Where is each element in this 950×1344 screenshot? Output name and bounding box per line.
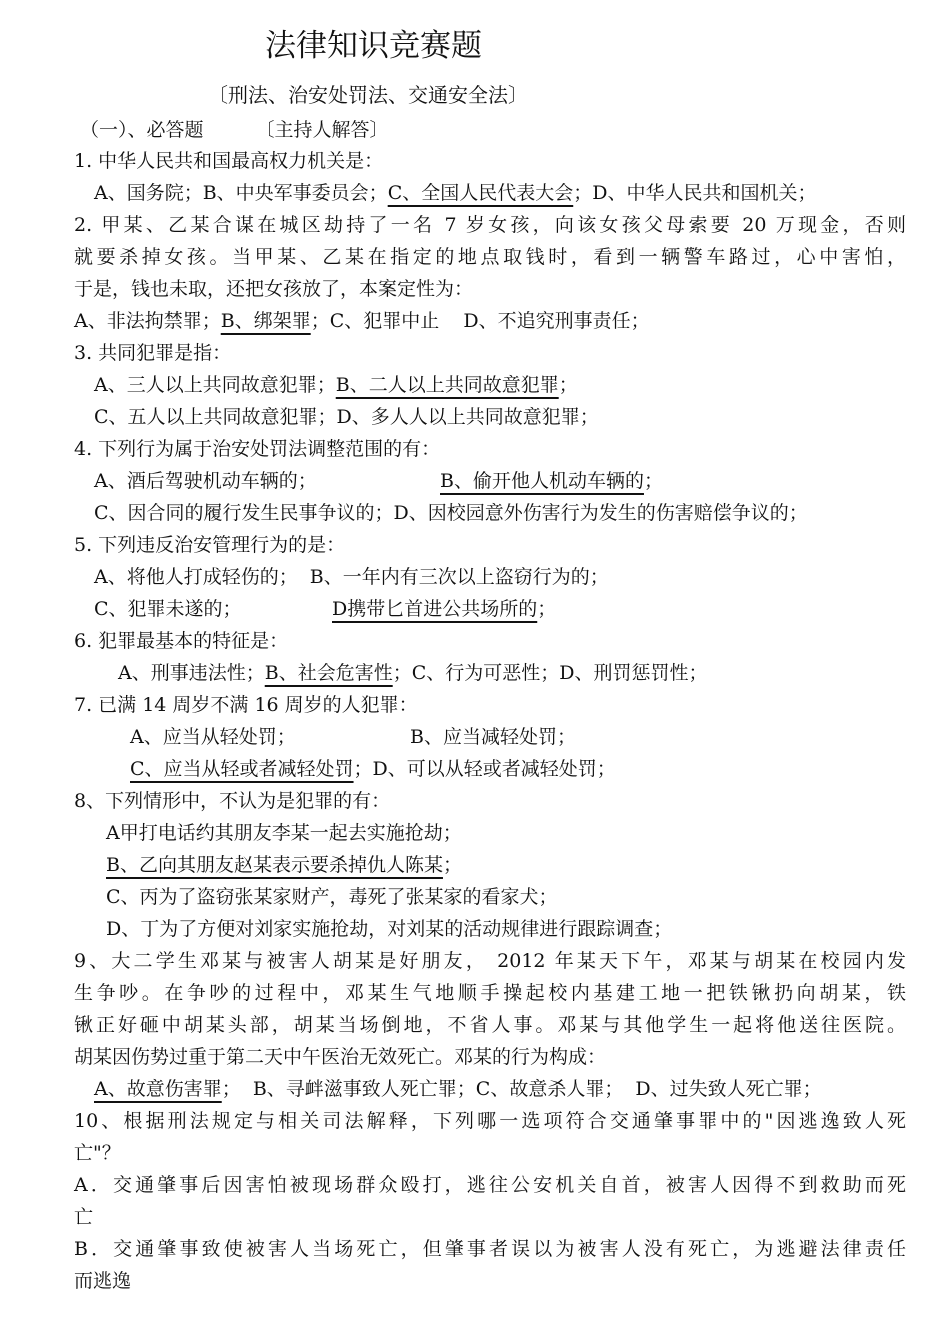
question-4-stem: 4. 下列行为属于治安处罚法调整范围的有： [74, 438, 441, 460]
question-8-option-c: C、丙为了盗窃张某家财产，毒死了张某家的看家犬； [106, 886, 558, 908]
question-8-option-a: A甲打电话约其朋友李某一起去实施抢劫； [106, 822, 462, 844]
question-10-stem-line: 亡"？ [74, 1142, 121, 1164]
question-5-option-d [332, 596, 556, 622]
question-9-options [94, 1076, 822, 1102]
question-8-option-d: D、丁为了方便对刘家实施抢劫，对刘某的活动规律进行跟踪调查； [106, 918, 673, 940]
question-9-stem-line [74, 1012, 906, 1038]
question-2-stem-line [74, 244, 906, 270]
correct-answer: C、应当从轻或者减轻处罚 [130, 758, 354, 780]
question-7-option-b: B、应当减轻处罚； [410, 726, 576, 748]
question-4-options: C、因合同的履行发生民事争议的；D、因校园意外伤害行为发生的伤害赔偿争议的； [94, 502, 808, 524]
page-subtitle: 〔刑法、治安处罚法、交通安全法〕 [208, 83, 528, 107]
stem-text: 2. 甲某、乙某合谋在城区劫持了一名 7 岁女孩，向该女孩父母索要 20 万现金，否则 [74, 214, 906, 236]
question-8-stem: 8、下列情形中，不认为是犯罪的有： [74, 790, 391, 812]
option-text: ； B、寻衅滋事致人死亡罪；C、故意杀人罪； D、过失致人死亡罪； [221, 1078, 822, 1100]
section-label: （一）、必答题 [80, 119, 204, 141]
question-10-stem-line [74, 1108, 906, 1134]
option-text: A、非法拘禁罪； [74, 310, 221, 332]
question-2-options [74, 308, 650, 334]
correct-answer: B、偷开他人机动车辆的 [440, 470, 644, 492]
question-3-stem: 3. 共同犯罪是指： [74, 342, 232, 364]
option-text: ； [643, 470, 663, 492]
question-1-stem: 1. 中华人民共和国最高权力机关是： [74, 150, 384, 172]
question-3-options: C、五人以上共同故意犯罪；D、多人人以上共同故意犯罪； [94, 406, 599, 428]
question-3-options [94, 372, 578, 398]
correct-answer: B、社会危害性 [264, 662, 393, 684]
option-text: ；D、中华人民共和国机关； [573, 182, 817, 204]
option-text: ；D、可以从轻或者减轻处罚； [353, 758, 616, 780]
option-text: ； [558, 374, 578, 396]
question-6-stem: 6. 犯罪最基本的特征是： [74, 630, 289, 652]
question-2-stem-line: 于是，钱也未取，还把女孩放了，本案定性为： [74, 278, 474, 300]
correct-answer: A、故意伤害罪 [94, 1078, 222, 1100]
question-9-stem-line [74, 948, 906, 974]
question-10-option-b [74, 1236, 906, 1262]
option-text: A、国务院；B、中央军事委员会； [94, 182, 388, 204]
option-text: ； [537, 598, 557, 620]
section-note: 〔主持人解答〕 [255, 119, 389, 141]
option-text: A、刑事违法性； [118, 662, 265, 684]
correct-answer: B、绑架罪 [220, 310, 311, 332]
question-9-stem-line [74, 980, 906, 1006]
stem-text: 生争吵。在争吵的过程中，邓某生气地顺手操起校内基建工地一把铁锹扔向胡某，铁 [74, 982, 906, 1004]
correct-answer: D携带匕首进公共场所的 [332, 598, 538, 620]
correct-answer: B、乙向其朋友赵某表示要杀掉仇人陈某 [106, 854, 443, 876]
question-5-options: A、将他人打成轻伤的； B、一年内有三次以上盗窃行为的； [94, 566, 609, 588]
question-10-option-b-cont: 而逃逸 [74, 1270, 132, 1292]
section-heading [80, 117, 389, 143]
question-10-option-a [74, 1172, 906, 1198]
question-9-stem-line: 胡某因伤势过重于第二天中午医治无效死亡。邓某的行为构成： [74, 1046, 607, 1068]
question-6-options [118, 660, 707, 686]
question-10-option-a-cont: 亡 [74, 1206, 94, 1228]
question-7-stem: 7. 已满 14 周岁不满 16 周岁的人犯罪： [74, 694, 418, 716]
option-text: ； [442, 854, 462, 876]
option-text: ；C、犯罪中止 D、不追究刑事责任； [310, 310, 650, 332]
question-8-option-b [106, 852, 462, 878]
stem-text: 9、大二学生邓某与被害人胡某是好朋友， 2012 年某天下午，邓某与胡某在校园内发 [74, 950, 906, 972]
option-text: A．交通肇事后因害怕被现场群众殴打，逃往公安机关自首，被害人因得不到救助而死 [74, 1174, 906, 1196]
stem-text: 锹正好砸中胡某头部，胡某当场倒地，不省人事。邓某与其他学生一起将他送往医院。 [74, 1014, 906, 1036]
question-7-options [130, 756, 616, 782]
question-2-stem-line [74, 212, 906, 238]
stem-text: 10、根据刑法规定与相关司法解释，下列哪一选项符合交通肇事罪中的"因逃逸致人死 [74, 1110, 906, 1132]
page-title: 法律知识竞赛题 [265, 28, 482, 64]
question-7-option-a: A、应当从轻处罚； [130, 726, 296, 748]
question-4-option-a: A、酒后驾驶机动车辆的； [94, 470, 317, 492]
option-text: ；C、行为可恶性；D、刑罚惩罚性； [392, 662, 708, 684]
question-5-option-c: C、犯罪未遂的； [94, 598, 242, 620]
question-1-options [94, 180, 816, 206]
question-4-option-b [440, 468, 663, 494]
correct-answer: B、二人以上共同故意犯罪 [335, 374, 559, 396]
stem-text: 就要杀掉女孩。当甲某、乙某在指定的地点取钱时，看到一辆警车路过，心中害怕， [74, 246, 906, 268]
question-5-stem: 5. 下列违反治安管理行为的是： [74, 534, 346, 556]
correct-answer: C、全国人民代表大会 [387, 182, 574, 204]
option-text: A、三人以上共同故意犯罪； [94, 374, 336, 396]
option-text: B．交通肇事致使被害人当场死亡，但肇事者误以为被害人没有死亡，为逃避法律责任 [74, 1238, 906, 1260]
